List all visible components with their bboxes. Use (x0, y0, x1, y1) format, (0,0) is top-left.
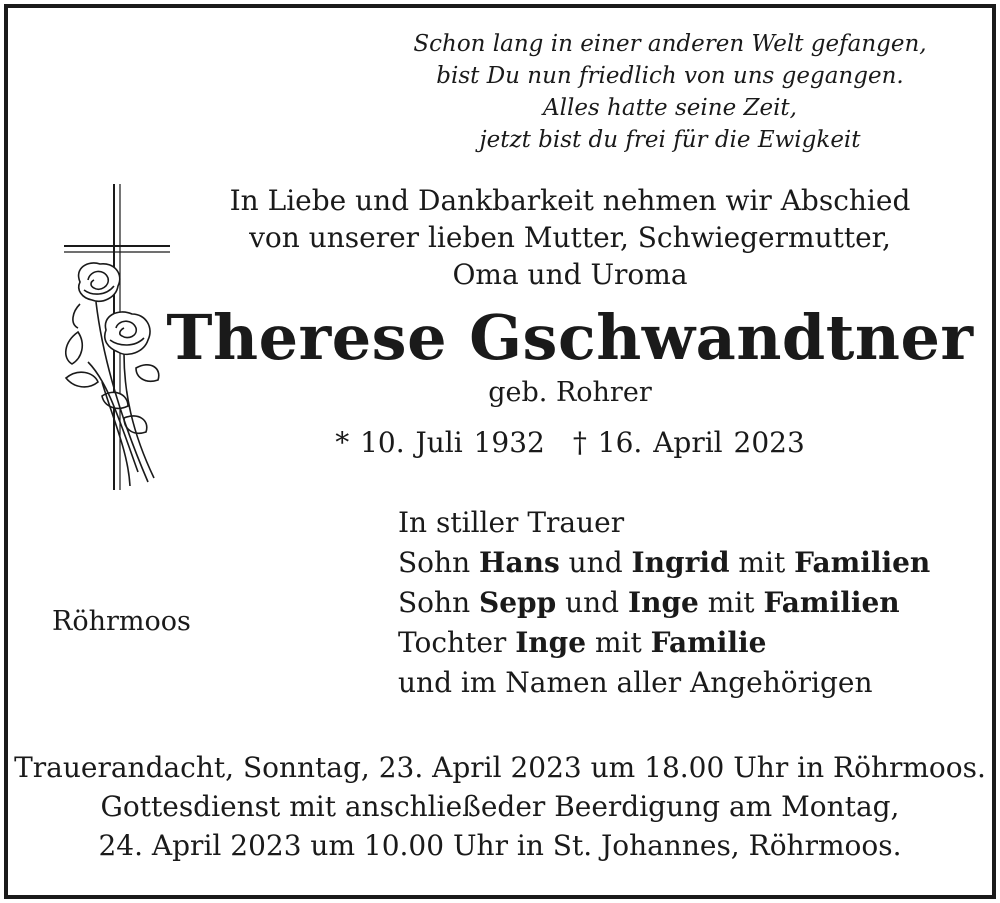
intro-line: In Liebe und Dankbarkeit nehmen wir Abschied (229, 184, 911, 217)
service-line: Trauerandacht, Sonntag, 23. April 2023 um 18.00 Uhr in Röhrmoos. (14, 751, 986, 784)
mourners-line: Sohn Hans und Ingrid mit Familien (398, 546, 931, 579)
service-info (8, 748, 992, 865)
mourners-list (398, 503, 930, 703)
birth-date: * 10. Juli 1932 (335, 426, 545, 459)
poem-line: bist Du nun friedlich von uns gegangen. (436, 63, 904, 89)
maiden-name: geb. Rohrer (488, 377, 652, 408)
service-line: 24. April 2023 um 10.00 Uhr in St. Johannes, Röhrmoos. (98, 829, 902, 862)
mourners-line: In stiller Trauer (398, 506, 625, 539)
poem (390, 28, 950, 156)
poem-line: jetzt bist du frei für die Ewigkeit (479, 127, 861, 153)
deceased-name: Therese Gschwandtner (166, 301, 974, 374)
intro-line: von unserer lieben Mutter, Schwiegermutter, (249, 221, 891, 254)
place-name: Röhrmoos (52, 606, 191, 637)
life-dates (160, 424, 980, 462)
poem-line: Alles hatte seine Zeit, (543, 95, 797, 121)
death-date: † 16. April 2023 (572, 426, 805, 459)
farewell-intro (160, 182, 980, 293)
intro-line: Oma und Uroma (452, 258, 688, 291)
mourners-line: und im Namen aller Angehörigen (398, 666, 873, 699)
mourners-line: Sohn Sepp und Inge mit Familien (398, 586, 900, 619)
mourners-line: Tochter Inge mit Familie (398, 626, 767, 659)
service-line: Gottesdienst mit anschließeder Beerdigung am Montag, (100, 790, 900, 823)
cross-with-roses-icon (58, 182, 176, 494)
poem-line: Schon lang in einer anderen Welt gefangen, (413, 31, 927, 57)
